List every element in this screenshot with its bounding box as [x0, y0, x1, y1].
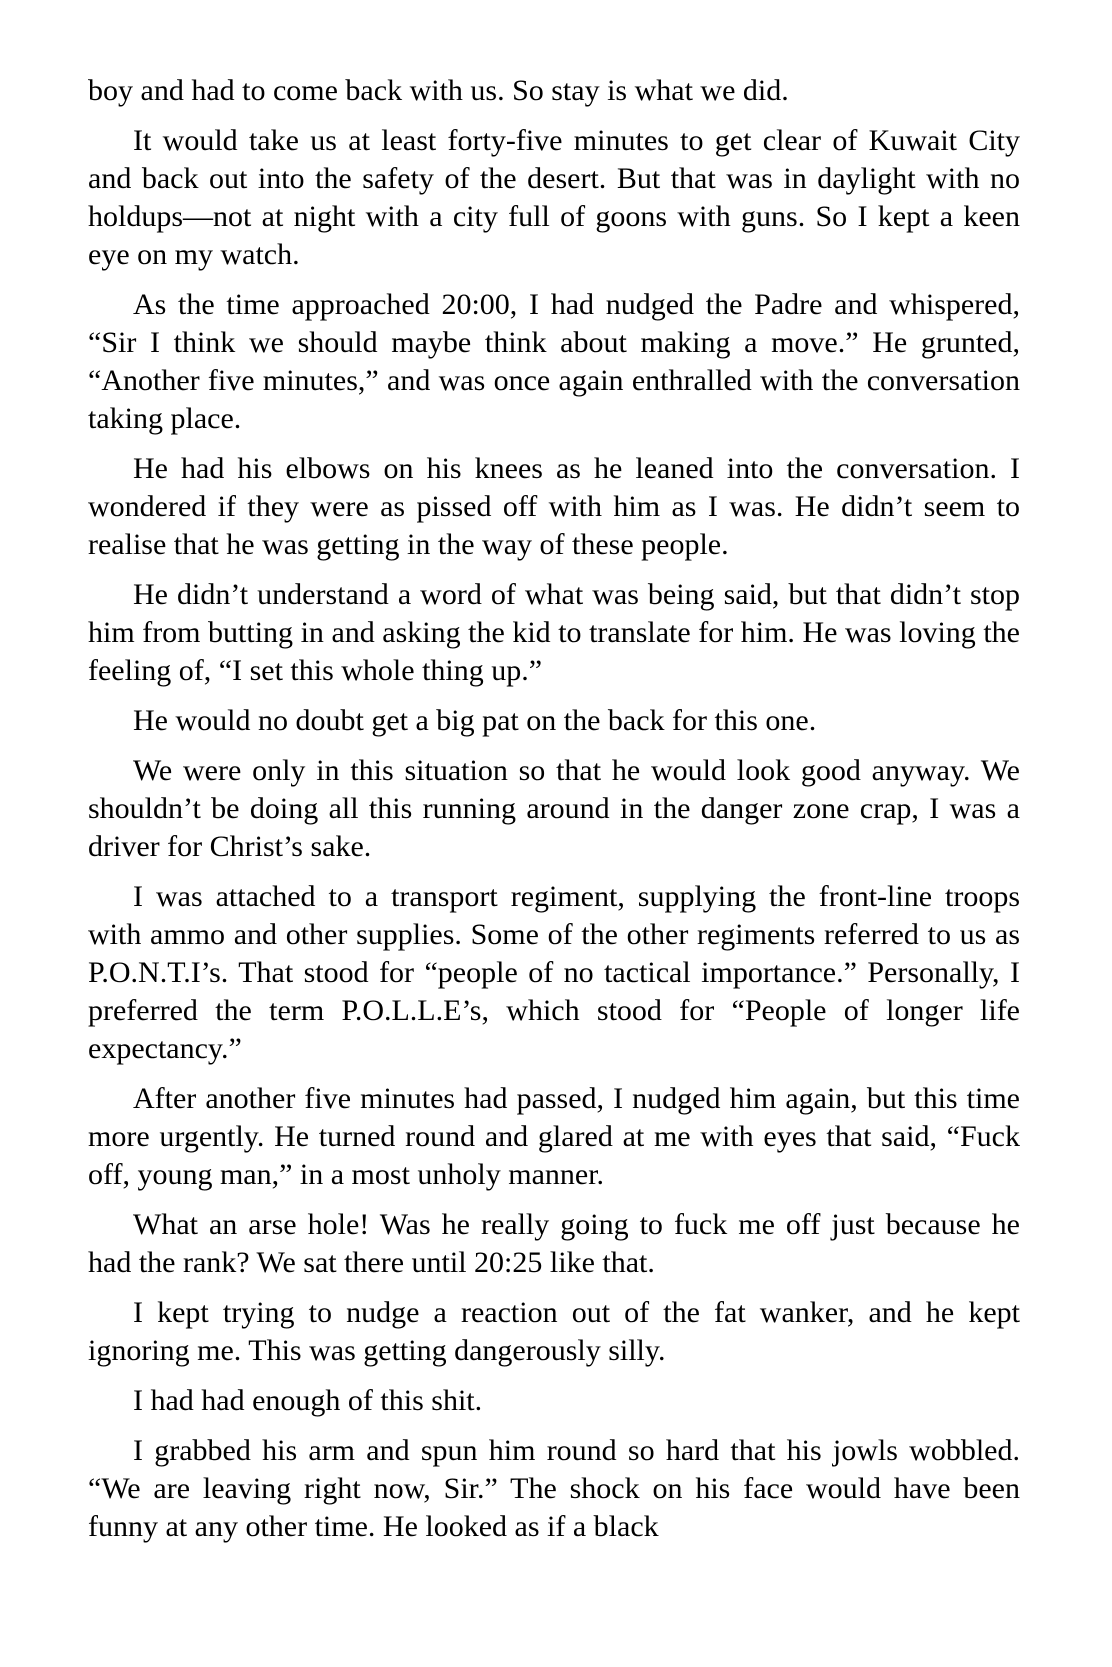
- paragraph: He would no doubt get a big pat on the back for this one.: [133, 704, 817, 737]
- paragraph: He didn’t understand a word of what was being said, but that didn’t stop him from butting in and asking the kid to translate for him. He was loving the feeling of, “I set this whole thing up.”: [88, 578, 1020, 687]
- paragraph: As the time approached 20:00, I had nudged the Padre and whispered, “Sir I think we should maybe think about making a move.” He grunted, “Another five minutes,” and was once again enthralled with the conversation taking place.: [88, 288, 1020, 435]
- paragraph: I had had enough of this shit.: [133, 1384, 483, 1417]
- paragraph: I kept trying to nudge a reaction out of the fat wanker, and he kept ignoring me. This was getting dangerously silly.: [88, 1296, 1020, 1367]
- paragraph: I grabbed his arm and spun him round so hard that his jowls wobbled. “We are leaving right now, Sir.” The shock on his face would have been funny at any other time. He looked as if a black: [88, 1434, 1020, 1543]
- paragraph: We were only in this situation so that he would look good anyway. We shouldn’t be doing all this running around in the danger zone crap, I was a driver for Christ’s sake.: [88, 754, 1020, 863]
- paragraph: It would take us at least forty-five minutes to get clear of Kuwait City and back out into the safety of the desert. But that was in daylight with no holdups—not at night with a city full of goons with guns. So I kept a keen eye on my watch.: [88, 124, 1020, 271]
- paragraph: I was attached to a transport regiment, supplying the front-line troops with ammo and other supplies. Some of the other regiments referred to us as P.O.N.T.I’s. That stood for “people of no tactical importance.” Personally, I preferred the term P.O.L.L.E’s, which stood for “People of longer life expectancy.”: [88, 880, 1020, 1065]
- paragraph: boy and had to come back with us. So stay is what we did.: [88, 74, 789, 107]
- paragraph: What an arse hole! Was he really going to fuck me off just because he had the rank? We sat there until 20:25 like that.: [88, 1208, 1020, 1279]
- paragraph: He had his elbows on his knees as he leaned into the conversation. I wondered if they were as pissed off with him as I was. He didn’t seem to realise that he was getting in the way of these people.: [88, 452, 1020, 561]
- paragraph: After another five minutes had passed, I nudged him again, but this time more urgently. He turned round and glared at me with eyes that said, “Fuck off, young man,” in a most unholy manner.: [88, 1082, 1020, 1191]
